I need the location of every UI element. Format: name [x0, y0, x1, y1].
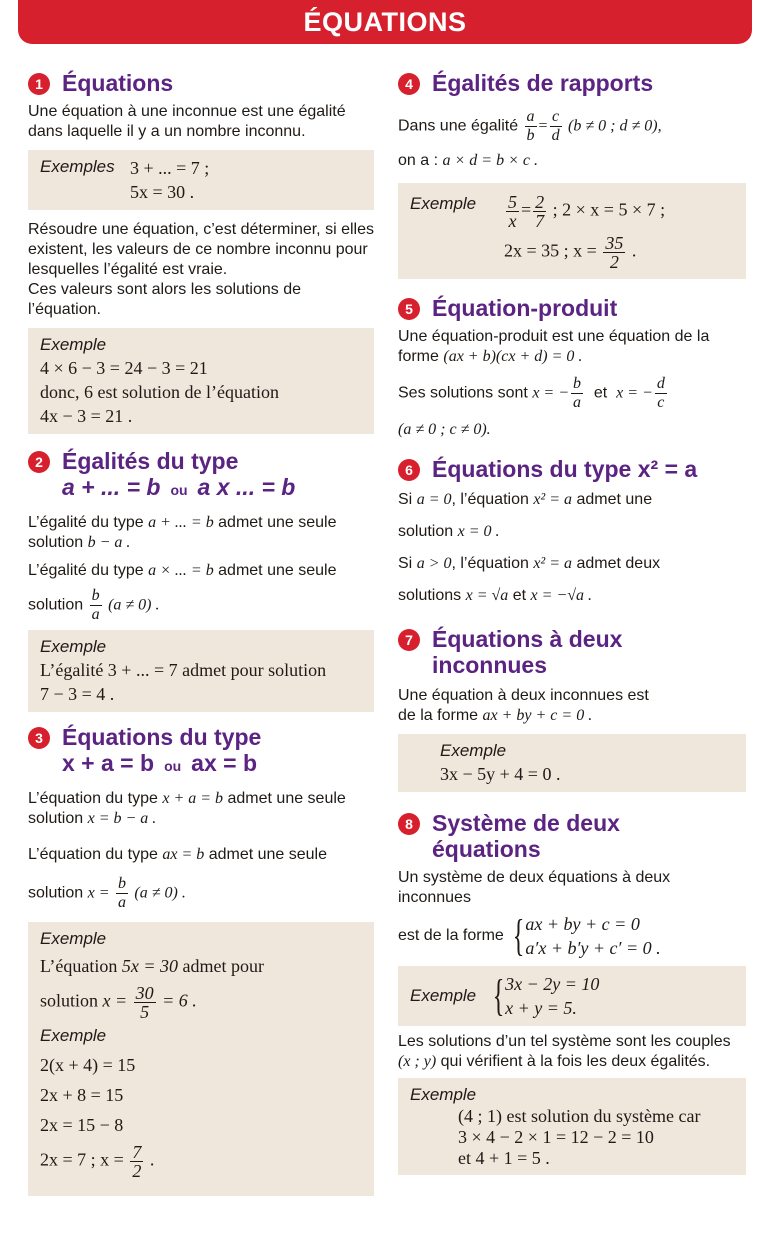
s3-example-line-2: solution x = $\frac{30}{5}$ = 6 .: [40, 983, 197, 1022]
s3-step-3: 2x = 15 − 8: [40, 1115, 124, 1135]
s8-example2-box: [398, 1078, 746, 1175]
section-7-heading: [398, 626, 746, 678]
s7-example-box: [398, 734, 746, 792]
system-brace-general: { ax + by + c = 0 a′x + b′y + c′ = 0 .: [513, 911, 661, 960]
section-subtitle: [62, 750, 261, 779]
s6-line-4: solutions x = √a et x = −√a .: [398, 587, 593, 604]
example-label: Exemple: [440, 741, 507, 760]
s3-step-4: 2x = 7 ; x = $\frac{7}{2}$ .: [40, 1142, 155, 1181]
s4-example-box: [398, 183, 746, 279]
s3-example-line-1: L’équation 5x = 30 admet pour: [40, 956, 264, 976]
section-title-line-2: inconnues: [432, 652, 548, 678]
s2-rule-2: L’égalité du type a × ... = b admet une seule: [28, 562, 337, 579]
section-title: Équations du type: [62, 724, 262, 750]
s1-example-box: [28, 150, 374, 210]
section-number-badge: 4: [398, 73, 420, 95]
s8-rule: Un système de deux équations à deux inconnues: [398, 869, 671, 906]
s3-rule-1: L’équation du type x + a = b admet une seule solution x = b − a .: [28, 790, 346, 827]
s2-example-box: [28, 630, 374, 712]
s5-rule: Une équation-produit est une équation de la forme (ax + b)(cx + d) = 0 .: [398, 328, 710, 365]
section-title: Égalités du type: [62, 448, 239, 474]
s3-rule-2: L’équation du type ax = b admet une seule: [28, 846, 328, 863]
s5-conditions: (a ≠ 0 ; c ≠ 0).: [398, 421, 491, 438]
right-column: [398, 70, 746, 1175]
s1-example-line-2: 5x = 30 .: [130, 182, 195, 202]
s1-intro: Une équation à une inconnue est une égalité dans laquelle il y a un nombre inconnu.: [28, 103, 346, 140]
s8-example-box: [398, 966, 746, 1026]
example-label: Exemple: [40, 929, 107, 948]
s8-example2-line-2: 3 × 4 − 2 × 1 = 12 − 2 = 10: [458, 1127, 654, 1147]
section-6-heading: [398, 456, 746, 482]
brace-icon: {: [513, 911, 525, 960]
example-label: Exemple: [410, 986, 477, 1005]
example-label: Exemples: [40, 157, 115, 176]
s4-example-line-2: 2x = 35 ; x = $\frac{35}{2}$ .: [504, 233, 637, 272]
page-title: ÉQUATIONS: [303, 7, 467, 37]
fraction-b-over-a: $\frac{b}{a}$: [117, 875, 126, 911]
s8-form: est de la forme { ax + by + c = 0 a′x + b′y + c′ = 0 .: [398, 911, 661, 960]
s1-example-line-1: 3 + ... = 7 ;: [130, 158, 210, 178]
s5-solutions: Ses solutions sont x = − $\frac{b}{a}$ et x = − $\frac{d}{c}$: [398, 375, 665, 411]
s8-solutions-text: Les solutions d’un tel système sont les couples (x ; y) qui vérifient à la fois les deux égalités.: [398, 1033, 731, 1070]
section-subtitle: [62, 474, 295, 503]
example-label: Exemple: [410, 1085, 477, 1104]
fraction-30-over-5: $\frac{30}{5}$: [135, 983, 154, 1022]
section-title: Système de deux: [432, 810, 620, 836]
left-column: [28, 70, 374, 1196]
example-label: Exemple: [410, 194, 477, 213]
section-title-line-2: équations: [432, 836, 541, 862]
s2-rule-2-solution: solution $\frac{b}{a}$ (a ≠ 0) .: [28, 587, 160, 623]
s7-rule: Une équation à deux inconnues est: [398, 687, 649, 704]
s1-valeurs-text: Ces valeurs sont alors les solutions de l’équation.: [28, 281, 302, 318]
s6-line-1: Si a = 0, l’équation x² = a admet une: [398, 491, 653, 508]
s8-example2-line-1: (4 ; 1) est solution du système car: [458, 1106, 701, 1126]
s4-example-line-1: $\frac{5}{x}$ = $\frac{2}{7}$ ; 2 × x = 5 × 7 ;: [508, 192, 666, 231]
subtitle-form-a: x + a = b: [62, 750, 155, 776]
section-number-badge: 6: [398, 459, 420, 481]
section-1-heading: [28, 70, 374, 96]
s8-example2-line-3: et 4 + 1 = 5 .: [458, 1148, 550, 1168]
subtitle-form-b: a x ... = b: [197, 474, 296, 500]
example-label: Exemple: [40, 335, 107, 354]
section-title: Équations: [62, 70, 174, 96]
section-title: Équations à deux: [432, 626, 623, 652]
s3-rule-2-solution: solution x = $\frac{b}{a}$ (a ≠ 0) .: [28, 875, 186, 911]
s1-resoudre-text: Résoudre une équation, c’est déterminer, si elles existent, les valeurs de ce nombre inconnu pour lesquelles l’égalité est vraie.: [28, 221, 374, 278]
s4-rule-2: on a : a × d = b × c .: [398, 152, 538, 169]
s1-example2-line-2: donc, 6 est solution de l’équation: [40, 382, 279, 402]
brace-icon: {: [492, 971, 505, 1020]
s2-example-line-2: 7 − 3 = 4 .: [40, 684, 115, 704]
section-8-heading: [398, 810, 746, 862]
section-title: Égalités de rapports: [432, 70, 654, 96]
s7-form: de la forme ax + by + c = 0 .: [398, 707, 593, 724]
section-5-heading: [398, 295, 746, 321]
s4-rule: Dans une égalité $\frac{a}{b}$ = $\frac{c}{d}$ (b ≠ 0 ; d ≠ 0),: [398, 108, 662, 144]
example-label: Exemple: [40, 1026, 107, 1045]
fraction-7-over-2: $\frac{7}{2}$: [132, 1142, 142, 1181]
subtitle-form-b: ax = b: [191, 750, 258, 776]
s1-example2-box: [28, 328, 374, 434]
fraction-b-over-a: $\frac{b}{a}$: [91, 587, 100, 623]
section-4-heading: [398, 70, 746, 96]
s2-example-line-1: L’égalité 3 + ... = 7 admet pour solution: [40, 660, 327, 680]
s3-step-1: 2(x + 4) = 15: [40, 1055, 136, 1075]
s3-step-2: 2x + 8 = 15: [40, 1085, 124, 1105]
s3-example-box: [28, 922, 374, 1196]
section-3-heading: [28, 724, 374, 779]
ou-label: ou: [170, 482, 188, 498]
s1-example2-line-3: 4x − 3 = 21 .: [40, 406, 133, 426]
section-number-badge: 2: [28, 451, 50, 473]
s6-line-3: Si a > 0, l’équation x² = a admet deux: [398, 555, 661, 572]
s6-line-2: solution x = 0 .: [398, 523, 500, 540]
section-number-badge: 5: [398, 298, 420, 320]
section-number-badge: 8: [398, 813, 420, 835]
section-title: Équations du type x² = a: [432, 456, 698, 482]
subtitle-form-a: a + ... = b: [62, 474, 161, 500]
section-number-badge: 3: [28, 727, 50, 749]
section-number-badge: 7: [398, 629, 420, 651]
page-title-banner: [18, 0, 752, 44]
s7-example-line: 3x − 5y + 4 = 0 .: [440, 764, 561, 784]
system-brace-example: { 3x − 2y = 10 x + y = 5.: [492, 971, 600, 1020]
ou-label: ou: [164, 758, 182, 774]
section-title: Équation-produit: [432, 295, 618, 321]
s2-rule-1: L’égalité du type a + ... = b admet une seule solution b − a .: [28, 514, 337, 551]
s1-example2-line-1: 4 × 6 − 3 = 24 − 3 = 21: [40, 358, 208, 378]
section-number-badge: 1: [28, 73, 50, 95]
section-2-heading: [28, 448, 374, 503]
example-label: Exemple: [40, 637, 107, 656]
